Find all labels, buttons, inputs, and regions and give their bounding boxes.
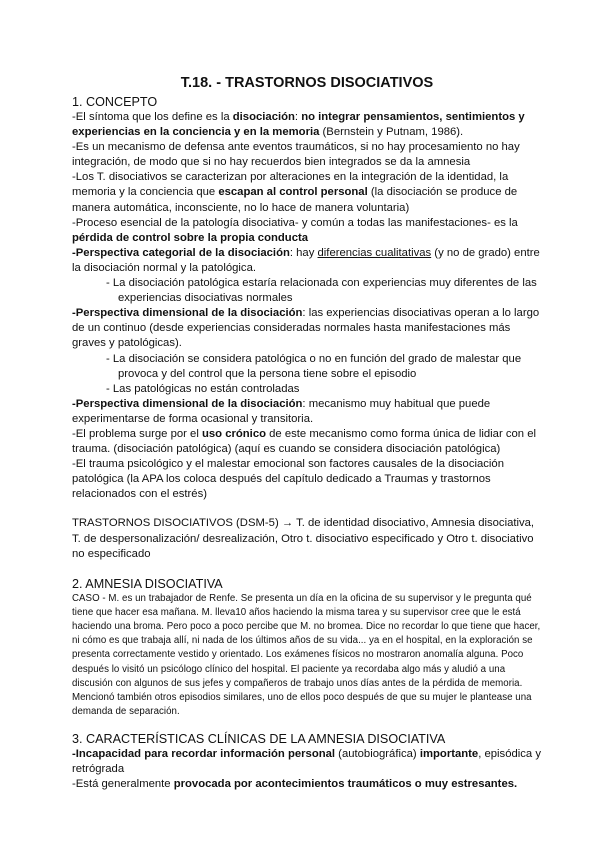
paragraph-essential-process: -Proceso esencial de la patología disociativa- y común a todas las manifestaciones- es la pérdida de control sobre la propia conducta (72, 216, 518, 244)
paragraph-trauma: -El trauma psicológico y el malestar emocional son factores causales de la disociación patológica (la APA los coloca después del capítulo dedicado a Traumas y trastornos relacionados con el estrés) (72, 458, 505, 501)
paragraph-dsm5: TRASTORNOS DISOCIATIVOS (DSM-5) → T. de identidad disociativo, Amnesia disociativa, T. de despersonalización/ desrealización, Otro t. disociativo especificado y Otro t. disociativo no especificado (72, 517, 535, 560)
section-heading-concepto: 1. CONCEPTO (72, 95, 158, 109)
page-title: T.18. - TRASTORNOS DISOCIATIVOS (180, 75, 434, 91)
paragraph-provoked-by: -Está generalmente provocada por acontecimientos traumáticos o muy estresantes. (72, 778, 518, 791)
section-heading-clinical-characteristics: 3. CARACTERÍSTICAS CLÍNICAS DE LA AMNESIA DISOCIATIVA (72, 732, 446, 747)
paragraph-characteristics: -Los T. disociativos se caracterizan por alteraciones en la integración de la identidad, la memoria y la conciencia que escapan al control personal (la disociación se produce de manera automática, inconsciente, no lo hace de manera voluntaria) (72, 171, 518, 214)
paragraph-categorial-perspective: -Perspectiva categorial de la disociación: hay diferencias cualitativas (y no de grado) entre la disociación normal y la patológica. (72, 246, 540, 274)
paragraph-dimensional-perspective: -Perspectiva dimensional de la disociación: las experiencias disociativas operan a lo largo de un continuo (desde experiencias consideradas normales hasta manifestaciones más graves y patológicas). (72, 307, 540, 350)
paragraph-definition: -El síntoma que los define es la disociación: no integrar pensamientos, sentimientos y experiencias en la conciencia y en la memoria (Bernstein y Putnam, 1986). (72, 111, 525, 139)
case-description: CASO - M. es un trabajador de Renfe. Se presenta un día en la oficina de su supervisor y le pregunta qué tiene que hacer esa mañana. M. lleva10 años haciendo la misma tarea y su supervisor cree que le está haciendo una broma. Pero poco a poco percibe que M. no bromea. Dice no recordar lo que tiene que hacer, ni cómo es que trabaja allí, ni nada de los últimos años de su vida... ya en el hospital, en la exploración se presenta correctamente vestido y orientado. Los exámenes físicos no mostraron anomalía alguna. Poco después lo visitó un psicólogo clínico del hospital. El paciente ya recordaba algo más y aludió a una discusión con algunos de sus jefes y compañeros de trabajo unos días antes de la pérdida de memoria. Mencionó también otros episodios similares, uno de ellos poco después de que su mujer le plantease una demanda de separación. (72, 592, 541, 717)
document-content (72, 74, 542, 792)
list-item-pathological-dissociation: - La disociación patológica estaría relacionada con experiencias muy diferentes de las experiencias disociativas normales (106, 277, 537, 305)
paragraph-chronic-use: -El problema surge por el uso crónico de este mecanismo como forma única de lidiar con el trauma. (disociación patológica) (aquí es cuando se considera disociación patológica) (72, 427, 537, 456)
paragraph-defense-mechanism: -Es un mecanismo de defensa ante eventos traumáticos, si no hay procesamiento no hay integración, de modo que si no hay recuerdos bien integrados se da la amnesia (72, 141, 520, 169)
list-item-distress-degree: - La disociación se considera patológica o no en función del grado de malestar que provoca y del control que la persona tiene sobre el episodio (106, 352, 522, 380)
section-heading-amnesia: 2. AMNESIA DISOCIATIVA (72, 576, 223, 591)
list-item-not-controlled: - Las patológicas no están controladas (106, 382, 300, 395)
paragraph-dimensional-perspective-2: -Perspectiva dimensional de la disociación: mecanismo muy habitual que puede experimentarse de forma ocasional y transitoria. (72, 397, 491, 425)
paragraph-inability-recall: -Incapacidad para recordar información personal (autobiográfica) importante, episódica y retrógrada (72, 748, 541, 776)
